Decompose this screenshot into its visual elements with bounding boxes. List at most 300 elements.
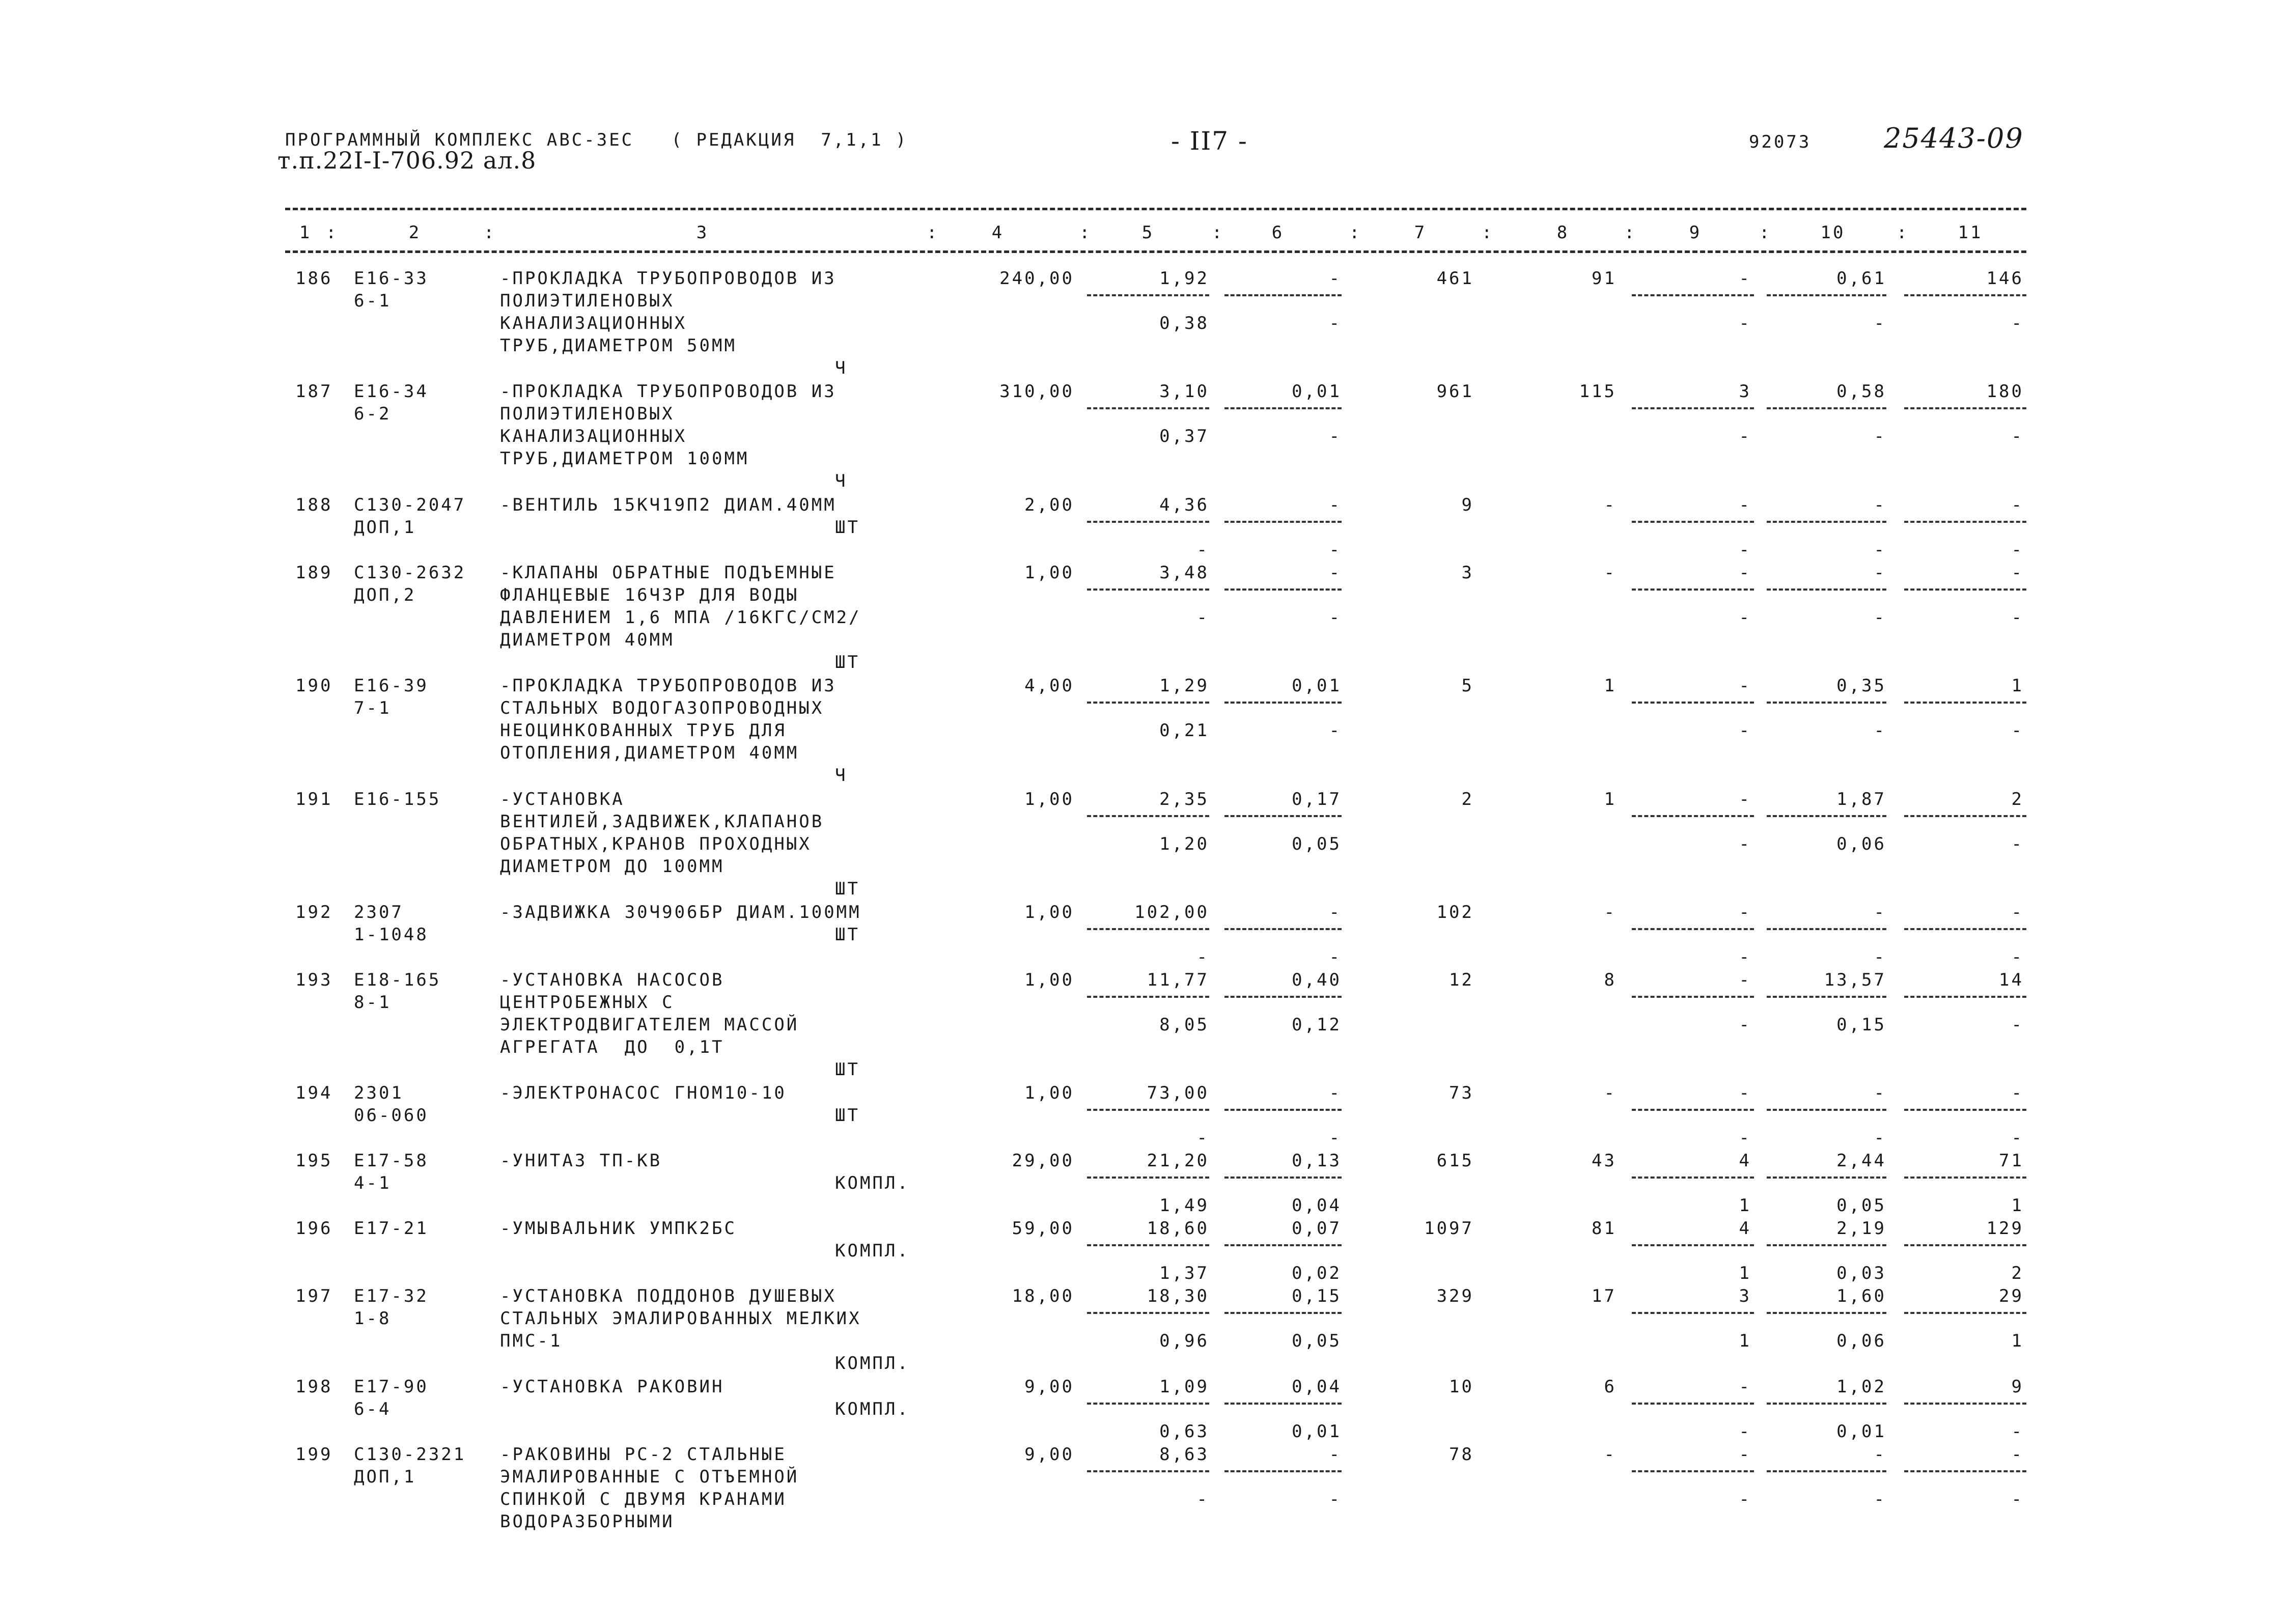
- cell-col10-secondary: -: [1874, 540, 1886, 560]
- cell-col9-secondary: -: [1739, 607, 1751, 628]
- rule-col6: [1224, 1109, 1342, 1111]
- rule-col11: [1904, 702, 2026, 704]
- cell-col11: 29: [1999, 1286, 2024, 1306]
- cell-col11: -: [2011, 1083, 2024, 1103]
- row-description: СТАЛЬНЫХ ЭМАЛИРОВАННЫХ МЕЛКИХ: [500, 1308, 861, 1329]
- cell-quantity: 2,00: [1024, 495, 1074, 515]
- rule-col10: [1767, 294, 1886, 296]
- rule-col5: [1087, 996, 1209, 998]
- row-code: Е16-34: [354, 381, 429, 402]
- cell-quantity: 240,00: [999, 268, 1074, 289]
- cell-col5-secondary: 0,96: [1159, 1331, 1209, 1351]
- row-code: ДОП,2: [354, 585, 416, 605]
- cell-col9-secondary: -: [1739, 1015, 1751, 1035]
- cell-quantity: 1,00: [1024, 970, 1074, 990]
- cell-quantity: 1,00: [1024, 789, 1074, 809]
- document-reference: т.п.22I-I-706.92 ал.8: [277, 147, 537, 174]
- cell-col11: -: [2011, 563, 2024, 583]
- row-description: АГРЕГАТА ДО 0,1Т: [500, 1037, 724, 1057]
- cell-col10: 1,60: [1836, 1286, 1886, 1306]
- cell-col6-secondary: -: [1329, 540, 1342, 560]
- rule-col11: [1904, 1109, 2026, 1111]
- cell-col9: -: [1739, 1377, 1751, 1397]
- rule-col10: [1767, 1109, 1886, 1111]
- cell-col11: 180: [1986, 381, 2024, 402]
- cell-col7: 78: [1449, 1444, 1474, 1465]
- cell-col6-secondary: -: [1329, 313, 1342, 333]
- rule-col9: [1632, 996, 1754, 998]
- rule-col9: [1632, 815, 1754, 817]
- rule-col11: [1904, 294, 2026, 296]
- cell-col10-secondary: 0,06: [1836, 834, 1886, 854]
- cell-col6-secondary: -: [1329, 607, 1342, 628]
- cell-col6: 0,17: [1292, 789, 1342, 809]
- row-description: ДИАМЕТРОМ ДО 100ММ: [500, 856, 724, 877]
- cell-col10: 1,87: [1836, 789, 1886, 809]
- rule-col9: [1632, 294, 1754, 296]
- cell-col9: -: [1739, 1444, 1751, 1465]
- row-unit: ШТ: [835, 517, 860, 538]
- cell-col8: 17: [1592, 1286, 1617, 1306]
- cell-col5-secondary: 1,49: [1159, 1195, 1209, 1216]
- column-separator: :: [1349, 222, 1362, 243]
- cell-col5: 1,09: [1159, 1377, 1209, 1397]
- rule-col6: [1224, 815, 1342, 817]
- rule-col9: [1632, 1244, 1754, 1246]
- row-unit: ШТ: [835, 1105, 860, 1126]
- rule-col10: [1767, 589, 1886, 591]
- row-code: 6-4: [354, 1399, 392, 1419]
- rule-col5: [1087, 1109, 1209, 1111]
- cell-col8: 81: [1592, 1218, 1617, 1239]
- cell-col8: 115: [1579, 381, 1617, 402]
- column-header-5: 5: [1141, 222, 1155, 243]
- row-description: ВОДОРАЗБОРНЫМИ: [500, 1511, 675, 1532]
- cell-col10: 0,58: [1836, 381, 1886, 402]
- cell-col5: 8,63: [1159, 1444, 1209, 1465]
- rule-col9: [1632, 1177, 1754, 1179]
- cell-col11-secondary: -: [2011, 313, 2024, 333]
- cell-col10: 0,61: [1836, 268, 1886, 289]
- row-description: ПОЛИЭТИЛЕНОВЫХ: [500, 291, 675, 311]
- rule-col6: [1224, 1312, 1342, 1314]
- row-description: -ЭЛЕКТРОНАСОС ГНОМ10-10: [500, 1083, 787, 1103]
- cell-col6-secondary: -: [1329, 947, 1342, 967]
- cell-col5: 4,36: [1159, 495, 1209, 515]
- rule-col11: [1904, 589, 2026, 591]
- cell-col11-secondary: -: [2011, 720, 2024, 741]
- cell-col9: -: [1739, 1083, 1751, 1103]
- cell-col5: 11,77: [1147, 970, 1209, 990]
- column-header-3: 3: [696, 222, 709, 243]
- row-number: 194: [295, 1083, 333, 1103]
- column-separator: :: [1079, 222, 1092, 243]
- row-description: -ПРОКЛАДКА ТРУБОПРОВОДОВ ИЗ: [500, 381, 837, 402]
- row-code: ДОП,1: [354, 517, 416, 538]
- cell-quantity: 9,00: [1024, 1444, 1074, 1465]
- cell-col5-secondary: 8,05: [1159, 1015, 1209, 1035]
- cell-quantity: 18,00: [1012, 1286, 1074, 1306]
- cell-col11: -: [2011, 1444, 2024, 1465]
- row-unit: Ч: [835, 765, 848, 786]
- cell-col5: 3,10: [1159, 381, 1209, 402]
- row-description: -УНИТАЗ ТП-КВ: [500, 1151, 662, 1171]
- cell-col11: 1: [2011, 676, 2024, 696]
- row-description: ФЛАНЦЕВЫЕ 16Ч3Р ДЛЯ ВОДЫ: [500, 585, 799, 605]
- cell-col10: -: [1874, 495, 1886, 515]
- cell-col9: -: [1739, 789, 1751, 809]
- cell-col5-secondary: -: [1196, 1128, 1209, 1148]
- cell-col7: 73: [1449, 1083, 1474, 1103]
- rule-col6: [1224, 407, 1342, 409]
- cell-col6-secondary: 0,01: [1292, 1421, 1342, 1442]
- row-description: -ВЕНТИЛЬ 15КЧ19П2 ДИАМ.40ММ: [500, 495, 837, 515]
- rule-col11: [1904, 1470, 2026, 1472]
- row-code: 6-1: [354, 291, 392, 311]
- program-header: ПРОГРАММНЫЙ КОМПЛЕКС АВС-ЗЕС ( РЕДАКЦИЯ 7,1,1 ): [285, 130, 908, 150]
- cell-col11-secondary: -: [2011, 947, 2024, 967]
- row-description: ПМС-1: [500, 1331, 563, 1351]
- row-description: ОБРАТНЫХ,КРАНОВ ПРОХОДНЫХ: [500, 834, 812, 854]
- rule-col10: [1767, 702, 1886, 704]
- row-unit: ШТ: [835, 879, 860, 899]
- rule-col11: [1904, 815, 2026, 817]
- row-unit: ШТ: [835, 1059, 860, 1080]
- cell-col5-secondary: 1,37: [1159, 1263, 1209, 1283]
- cell-col9-secondary: -: [1739, 313, 1751, 333]
- cell-col7: 3: [1461, 563, 1474, 583]
- row-description: -УСТАНОВКА ПОДДОНОВ ДУШЕВЫХ: [500, 1286, 837, 1306]
- column-separator: :: [1624, 222, 1637, 243]
- column-header-9: 9: [1689, 222, 1702, 243]
- cell-col10-secondary: -: [1874, 1128, 1886, 1148]
- handwritten-number: 25443-09: [1884, 122, 2024, 154]
- row-code: С130-2321: [354, 1444, 466, 1465]
- cell-col9-secondary: -: [1739, 1489, 1751, 1509]
- cell-col10: 0,35: [1836, 676, 1886, 696]
- row-code: 2301: [354, 1083, 404, 1103]
- rule-col11: [1904, 407, 2026, 409]
- cell-quantity: 29,00: [1012, 1151, 1074, 1171]
- row-code: С130-2047: [354, 495, 466, 515]
- row-number: 187: [295, 381, 333, 402]
- rule-col10: [1767, 1312, 1886, 1314]
- row-unit: ШТ: [835, 925, 860, 945]
- cell-col10-secondary: -: [1874, 313, 1886, 333]
- column-header-4: 4: [991, 222, 1005, 243]
- rule-col5: [1087, 1177, 1209, 1179]
- cell-col9: 3: [1739, 381, 1751, 402]
- cell-col6-secondary: 0,12: [1292, 1015, 1342, 1035]
- row-code: 1-8: [354, 1308, 392, 1329]
- row-description: ТРУБ,ДИАМЕТРОМ 50ММ: [500, 335, 737, 356]
- cell-col5-secondary: -: [1196, 947, 1209, 967]
- cell-col5-secondary: -: [1196, 1489, 1209, 1509]
- row-description: СПИНКОЙ С ДВУМЯ КРАНАМИ: [500, 1489, 787, 1509]
- rule-col5: [1087, 702, 1209, 704]
- cell-col6-secondary: -: [1329, 1489, 1342, 1509]
- cell-col7: 1097: [1424, 1218, 1474, 1239]
- cell-col5-secondary: 0,38: [1159, 313, 1209, 333]
- cell-col8: 1: [1604, 789, 1617, 809]
- row-code: Е17-32: [354, 1286, 429, 1306]
- cell-col6-secondary: 0,04: [1292, 1195, 1342, 1216]
- row-unit: Ч: [835, 358, 848, 378]
- cell-col10-secondary: -: [1874, 1489, 1886, 1509]
- row-description: ТРУБ,ДИАМЕТРОМ 100ММ: [500, 449, 749, 469]
- cell-col11-secondary: -: [2011, 540, 2024, 560]
- row-description: -УСТАНОВКА НАСОСОВ: [500, 970, 724, 990]
- cell-col11-secondary: -: [2011, 1421, 2024, 1442]
- row-description: -КЛАПАНЫ ОБРАТНЫЕ ПОДЪЕМНЫЕ: [500, 563, 837, 583]
- rule-col5: [1087, 1470, 1209, 1472]
- cell-col8: 91: [1592, 268, 1617, 289]
- cell-quantity: 59,00: [1012, 1218, 1074, 1239]
- cell-col6: 0,40: [1292, 970, 1342, 990]
- cell-col9: 4: [1739, 1218, 1751, 1239]
- cell-col9-secondary: -: [1739, 947, 1751, 967]
- row-description: ВЕНТИЛЕЙ,ЗАДВИЖЕК,КЛАПАНОВ: [500, 811, 824, 832]
- cell-col10-secondary: -: [1874, 720, 1886, 741]
- rule-col6: [1224, 521, 1342, 523]
- cell-col7: 12: [1449, 970, 1474, 990]
- rule-col6: [1224, 928, 1342, 930]
- row-unit: КОМПЛ.: [835, 1173, 910, 1193]
- cell-col11: 129: [1986, 1218, 2024, 1239]
- cell-col5-secondary: 1,20: [1159, 834, 1209, 854]
- rule-col9: [1632, 589, 1754, 591]
- rule-col6: [1224, 702, 1342, 704]
- cell-col6: 0,07: [1292, 1218, 1342, 1239]
- column-header-11: 11: [1958, 222, 1983, 243]
- rule-col5: [1087, 407, 1209, 409]
- column-separator: :: [1212, 222, 1224, 243]
- rule-col9: [1632, 1403, 1754, 1405]
- cell-col7: 329: [1436, 1286, 1474, 1306]
- row-code: Е16-155: [354, 789, 441, 809]
- cell-col9: -: [1739, 970, 1751, 990]
- cell-col11-secondary: 1: [2011, 1331, 2024, 1351]
- cell-col9-secondary: 1: [1739, 1263, 1751, 1283]
- cell-col11: -: [2011, 902, 2024, 922]
- row-number: 198: [295, 1377, 333, 1397]
- cell-col5: 2,35: [1159, 789, 1209, 809]
- row-number: 188: [295, 495, 333, 515]
- rule-col11: [1904, 521, 2026, 523]
- row-description: ДАВЛЕНИЕМ 1,6 МПА /16КГС/СМ2/: [500, 607, 861, 628]
- row-description: -РАКОВИНЫ РС-2 СТАЛЬНЫЕ: [500, 1444, 787, 1465]
- rule-col11: [1904, 1312, 2026, 1314]
- row-number: 197: [295, 1286, 333, 1306]
- row-code: С130-2632: [354, 563, 466, 583]
- rule-col5: [1087, 521, 1209, 523]
- cell-col10-secondary: 0,06: [1836, 1331, 1886, 1351]
- column-header-7: 7: [1414, 222, 1427, 243]
- cell-col8: -: [1604, 902, 1617, 922]
- cell-col11-secondary: 2: [2011, 1263, 2024, 1283]
- column-separator: :: [1897, 222, 1909, 243]
- cell-col11: 71: [1999, 1151, 2024, 1171]
- row-description: ДИАМЕТРОМ 40ММ: [500, 630, 675, 650]
- column-header-10: 10: [1820, 222, 1846, 243]
- cell-col6: 0,15: [1292, 1286, 1342, 1306]
- cell-col6-secondary: -: [1329, 1128, 1342, 1148]
- cell-col7: 9: [1461, 495, 1474, 515]
- row-code: Е17-58: [354, 1151, 429, 1171]
- cell-col6-secondary: 0,02: [1292, 1263, 1342, 1283]
- cell-col9: 3: [1739, 1286, 1751, 1306]
- rule-col11: [1904, 1403, 2026, 1405]
- cell-col5: 1,29: [1159, 676, 1209, 696]
- cell-col8: -: [1604, 1444, 1617, 1465]
- cell-col11-secondary: -: [2011, 1128, 2024, 1148]
- row-unit: ШТ: [835, 652, 860, 673]
- row-number: 192: [295, 902, 333, 922]
- rule-col6: [1224, 1403, 1342, 1405]
- row-code: Е16-33: [354, 268, 429, 289]
- cell-col5-secondary: -: [1196, 540, 1209, 560]
- rule-col5: [1087, 1244, 1209, 1246]
- cell-col6: 0,13: [1292, 1151, 1342, 1171]
- cell-col7: 961: [1436, 381, 1474, 402]
- column-header-8: 8: [1556, 222, 1570, 243]
- cell-col9: -: [1739, 563, 1751, 583]
- row-code: Е17-90: [354, 1377, 429, 1397]
- cell-quantity: 4,00: [1024, 676, 1074, 696]
- row-unit: КОМПЛ.: [835, 1399, 910, 1419]
- cell-quantity: 1,00: [1024, 1083, 1074, 1103]
- rule-col9: [1632, 1109, 1754, 1111]
- table-header-rule: [285, 250, 2026, 253]
- cell-col6-secondary: 0,05: [1292, 834, 1342, 854]
- rule-col10: [1767, 815, 1886, 817]
- rule-col10: [1767, 407, 1886, 409]
- cell-col10-secondary: 0,03: [1836, 1263, 1886, 1283]
- cell-quantity: 1,00: [1024, 563, 1074, 583]
- cell-col9-secondary: -: [1739, 540, 1751, 560]
- cell-col5: 3,48: [1159, 563, 1209, 583]
- cell-col10-secondary: 0,15: [1836, 1015, 1886, 1035]
- column-separator: :: [326, 222, 339, 243]
- cell-quantity: 9,00: [1024, 1377, 1074, 1397]
- cell-col8: 8: [1604, 970, 1617, 990]
- rule-col5: [1087, 294, 1209, 296]
- cell-col10-secondary: -: [1874, 947, 1886, 967]
- rule-col9: [1632, 1312, 1754, 1314]
- row-number: 186: [295, 268, 333, 289]
- row-number: 195: [295, 1151, 333, 1171]
- row-description: -ЗАДВИЖКА 30Ч906БР ДИАМ.100ММ: [500, 902, 861, 922]
- row-code: Е17-21: [354, 1218, 429, 1239]
- cell-col10: 13,57: [1824, 970, 1886, 990]
- row-unit: Ч: [835, 471, 848, 491]
- cell-col10-secondary: 0,01: [1836, 1421, 1886, 1442]
- column-separator: :: [1759, 222, 1772, 243]
- cell-col8: 1: [1604, 676, 1617, 696]
- cell-col11: 14: [1999, 970, 2024, 990]
- cell-col9: -: [1739, 676, 1751, 696]
- column-separator: :: [484, 222, 496, 243]
- cell-col6: -: [1329, 268, 1342, 289]
- cell-col11-secondary: -: [2011, 1015, 2024, 1035]
- rule-col5: [1087, 1403, 1209, 1405]
- rule-col10: [1767, 1470, 1886, 1472]
- row-number: 196: [295, 1218, 333, 1239]
- rule-col9: [1632, 928, 1754, 930]
- row-code: ДОП,1: [354, 1467, 416, 1487]
- cell-col11: 146: [1986, 268, 2024, 289]
- cell-col7: 461: [1436, 268, 1474, 289]
- cell-col9-secondary: 1: [1739, 1195, 1751, 1216]
- cell-col9-secondary: -: [1739, 1421, 1751, 1442]
- cell-col9-secondary: -: [1739, 720, 1751, 741]
- row-code: 06-060: [354, 1105, 429, 1126]
- rule-col5: [1087, 928, 1209, 930]
- cell-col7: 10: [1449, 1377, 1474, 1397]
- rule-col5: [1087, 1312, 1209, 1314]
- rule-col11: [1904, 1177, 2026, 1179]
- row-description: КАНАЛИЗАЦИОННЫХ: [500, 426, 687, 446]
- cell-col9-secondary: 1: [1739, 1331, 1751, 1351]
- cell-col7: 102: [1436, 902, 1474, 922]
- cell-col9: -: [1739, 495, 1751, 515]
- cell-col9-secondary: -: [1739, 834, 1751, 854]
- cell-col9-secondary: -: [1739, 426, 1751, 446]
- cell-col6: -: [1329, 902, 1342, 922]
- row-code: 4-1: [354, 1173, 392, 1193]
- cell-col10: -: [1874, 563, 1886, 583]
- row-code: 2307: [354, 902, 404, 922]
- row-description: -ПРОКЛАДКА ТРУБОПРОВОДОВ ИЗ: [500, 676, 837, 696]
- row-number: 191: [295, 789, 333, 809]
- rule-col6: [1224, 294, 1342, 296]
- page-number: - II7 -: [1171, 126, 1248, 156]
- cell-col5: 1,92: [1159, 268, 1209, 289]
- cell-col9-secondary: -: [1739, 1128, 1751, 1148]
- rule-col6: [1224, 996, 1342, 998]
- row-code: 7-1: [354, 698, 392, 718]
- row-number: 190: [295, 676, 333, 696]
- rule-col11: [1904, 1244, 2026, 1246]
- cell-col8: -: [1604, 1083, 1617, 1103]
- rule-col10: [1767, 521, 1886, 523]
- cell-col9: -: [1739, 268, 1751, 289]
- rule-col9: [1632, 1470, 1754, 1472]
- cell-col5-secondary: 0,63: [1159, 1421, 1209, 1442]
- cell-col11: 9: [2011, 1377, 2024, 1397]
- cell-col10: -: [1874, 1083, 1886, 1103]
- cell-col10: 1,02: [1836, 1377, 1886, 1397]
- cell-col8: -: [1604, 563, 1617, 583]
- cell-col8: 6: [1604, 1377, 1617, 1397]
- cell-col10: 2,44: [1836, 1151, 1886, 1171]
- cell-col6: -: [1329, 1444, 1342, 1465]
- cell-col6: 0,04: [1292, 1377, 1342, 1397]
- cell-col11-secondary: -: [2011, 426, 2024, 446]
- row-description: ПОЛИЭТИЛЕНОВЫХ: [500, 404, 675, 424]
- rule-col10: [1767, 928, 1886, 930]
- rule-col10: [1767, 1244, 1886, 1246]
- row-description: -УМЫВАЛЬНИК УМПК2БС: [500, 1218, 737, 1239]
- row-description: КАНАЛИЗАЦИОННЫХ: [500, 313, 687, 333]
- document-code: 92073: [1749, 132, 1812, 152]
- row-unit: КОМПЛ.: [835, 1241, 910, 1261]
- cell-col11-secondary: 1: [2011, 1195, 2024, 1216]
- rule-col11: [1904, 996, 2026, 998]
- row-code: Е16-39: [354, 676, 429, 696]
- column-separator: :: [1482, 222, 1494, 243]
- cell-col5-secondary: 0,21: [1159, 720, 1209, 741]
